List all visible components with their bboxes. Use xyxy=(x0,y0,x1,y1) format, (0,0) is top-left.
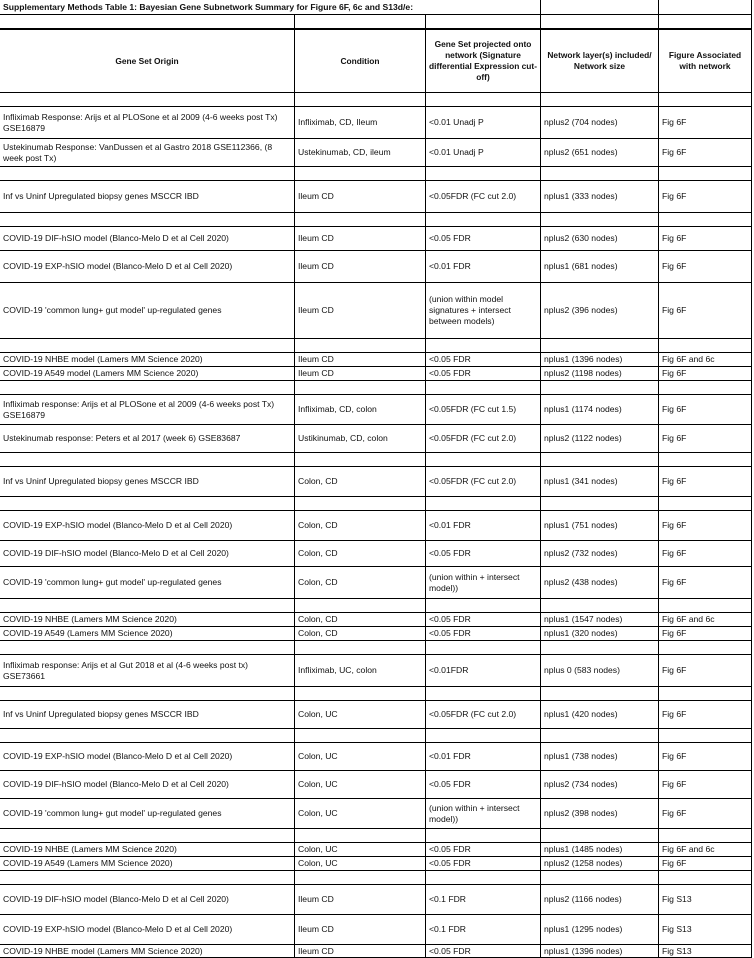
condition-cell: Ileum CD xyxy=(294,885,425,914)
network-layer-cell: nplus1 (333 nodes) xyxy=(540,181,658,212)
blank-row xyxy=(0,92,752,106)
cell xyxy=(658,381,752,394)
cutoff-cell: <0.05 FDR xyxy=(425,353,540,366)
table-row xyxy=(0,180,752,212)
cell xyxy=(658,829,752,842)
cell xyxy=(658,497,752,510)
cell xyxy=(294,453,425,466)
condition-cell: Colon, CD xyxy=(294,541,425,566)
condition-cell: Ileum CD xyxy=(294,353,425,366)
condition-cell: Colon, CD xyxy=(294,627,425,640)
table-title: Supplementary Methods Table 1: Bayesian Gene Subnetwork Summary for Figure 6F, 6c and S13d/e: xyxy=(3,1,414,12)
table-row xyxy=(0,540,752,566)
cell xyxy=(540,0,658,14)
gene-set-origin-cell: Inf vs Uninf Upregulated biopsy genes MSCCR IBD xyxy=(3,709,199,719)
table-row xyxy=(0,944,752,958)
network-layer-cell: nplus2 (630 nodes) xyxy=(540,227,658,250)
table-row xyxy=(0,742,752,770)
table-row xyxy=(0,612,752,626)
cell xyxy=(658,15,752,28)
cutoff-cell: <0.05 FDR xyxy=(425,367,540,380)
cell xyxy=(0,497,294,510)
gene-set-origin-cell: Inf vs Uninf Upregulated biopsy genes MSCCR IBD xyxy=(3,476,199,486)
cell xyxy=(540,339,658,352)
cutoff-cell: <0.1 FDR xyxy=(425,915,540,944)
cell xyxy=(425,497,540,510)
condition-cell: Colon, UC xyxy=(294,743,425,770)
blank-row xyxy=(0,728,752,742)
blank-row xyxy=(0,452,752,466)
figure-cell: Fig 6F xyxy=(658,627,752,640)
condition-cell: Colon, UC xyxy=(294,799,425,828)
network-layer-cell: nplus2 (1198 nodes) xyxy=(540,367,658,380)
network-layer-cell: nplus2 (1122 nodes) xyxy=(540,425,658,452)
blank-row xyxy=(0,870,752,884)
cell xyxy=(294,167,425,180)
cell xyxy=(540,167,658,180)
cell xyxy=(658,871,752,884)
table-row xyxy=(0,226,752,250)
figure-cell: Fig 6F and 6c xyxy=(658,843,752,856)
header-row xyxy=(0,28,752,92)
figure-cell: Fig 6F xyxy=(658,467,752,496)
figure-cell: Fig 6F xyxy=(658,251,752,282)
network-layer-cell: nplus 0 (583 nodes) xyxy=(540,655,658,686)
condition-cell: Ileum CD xyxy=(294,915,425,944)
condition-cell: Colon, CD xyxy=(294,613,425,626)
cutoff-cell: <0.05 FDR xyxy=(425,541,540,566)
condition-cell: Colon, CD xyxy=(294,467,425,496)
gene-set-origin-cell: COVID-19 EXP-hSIO model (Blanco-Melo D et al Cell 2020) xyxy=(3,520,233,530)
cell xyxy=(540,871,658,884)
cell xyxy=(425,829,540,842)
figure-cell: Fig S13 xyxy=(658,885,752,914)
network-layer-cell: nplus2 (1258 nodes) xyxy=(540,857,658,870)
table-row xyxy=(0,250,752,282)
cell xyxy=(658,167,752,180)
cell xyxy=(0,381,294,394)
cell xyxy=(540,381,658,394)
cell xyxy=(540,599,658,612)
cell xyxy=(658,93,752,106)
cutoff-cell: (union within + intersect model)) xyxy=(425,567,540,598)
cutoff-cell: <0.05FDR (FC cut 2.0) xyxy=(425,181,540,212)
figure-cell: Fig 6F xyxy=(658,567,752,598)
cell xyxy=(540,729,658,742)
cell xyxy=(0,93,294,106)
cutoff-cell: <0.05 FDR xyxy=(425,627,540,640)
table-row xyxy=(0,626,752,640)
blank-row xyxy=(0,598,752,612)
gene-set-origin-cell: COVID-19 NHBE (Lamers MM Science 2020) xyxy=(3,614,177,624)
condition-cell: Ileum CD xyxy=(294,945,425,957)
cell xyxy=(294,599,425,612)
gene-set-origin-cell: COVID-19 A549 model (Lamers MM Science 2020) xyxy=(3,368,199,378)
network-layer-cell: nplus2 (396 nodes) xyxy=(540,283,658,338)
gene-set-origin-cell: COVID-19 DIF-hSIO model (Blanco-Melo D et al Cell 2020) xyxy=(3,894,229,904)
network-layer-cell: nplus1 (1174 nodes) xyxy=(540,395,658,424)
network-layer-cell: nplus1 (1485 nodes) xyxy=(540,843,658,856)
table-row xyxy=(0,842,752,856)
network-layer-cell: nplus1 (341 nodes) xyxy=(540,467,658,496)
cell xyxy=(294,213,425,226)
figure-cell: Fig 6F xyxy=(658,857,752,870)
table-row xyxy=(0,394,752,424)
cutoff-cell: <0.1 FDR xyxy=(425,885,540,914)
cell xyxy=(540,497,658,510)
condition-cell: Ileum CD xyxy=(294,181,425,212)
figure-cell: Fig S13 xyxy=(658,915,752,944)
cutoff-cell: <0.05 FDR xyxy=(425,857,540,870)
gene-set-origin-cell: Ustekinumab Response: VanDussen et al Gastro 2018 GSE112366, (8 week post Tx) xyxy=(3,141,273,163)
condition-cell: Colon, CD xyxy=(294,567,425,598)
condition-cell: Colon, UC xyxy=(294,857,425,870)
cell xyxy=(425,871,540,884)
table-row xyxy=(0,510,752,540)
figure-cell: Fig 6F xyxy=(658,511,752,540)
cell xyxy=(425,599,540,612)
network-layer-cell: nplus2 (734 nodes) xyxy=(540,771,658,798)
network-layer-cell: nplus1 (1396 nodes) xyxy=(540,945,658,957)
cell xyxy=(294,829,425,842)
cutoff-cell: <0.01FDR xyxy=(425,655,540,686)
blank-row xyxy=(0,212,752,226)
network-layer-cell: nplus2 (438 nodes) xyxy=(540,567,658,598)
blank-row xyxy=(0,166,752,180)
figure-cell: Fig 6F and 6c xyxy=(658,613,752,626)
gene-set-origin-cell: COVID-19 NHBE model (Lamers MM Science 2020) xyxy=(3,354,203,364)
cutoff-cell: <0.01 Unadj P xyxy=(425,139,540,166)
figure-cell: Fig 6F xyxy=(658,771,752,798)
network-layer-cell: nplus2 (732 nodes) xyxy=(540,541,658,566)
cell xyxy=(0,339,294,352)
condition-cell: Ustekinumab, CD, ileum xyxy=(294,139,425,166)
table-row xyxy=(0,914,752,944)
cutoff-cell: <0.01 FDR xyxy=(425,743,540,770)
table-row xyxy=(0,138,752,166)
cutoff-cell: <0.05 FDR xyxy=(425,771,540,798)
table-row xyxy=(0,282,752,338)
cell xyxy=(425,687,540,700)
cutoff-cell: <0.05 FDR xyxy=(425,945,540,957)
gene-set-origin-cell: COVID-19 A549 (Lamers MM Science 2020) xyxy=(3,858,173,868)
table-row xyxy=(0,366,752,380)
cutoff-cell: <0.05FDR (FC cut 1.5) xyxy=(425,395,540,424)
cutoff-cell: <0.01 FDR xyxy=(425,511,540,540)
cell xyxy=(425,641,540,654)
cell xyxy=(294,687,425,700)
cutoff-cell: <0.05FDR (FC cut 2.0) xyxy=(425,425,540,452)
network-layer-cell: nplus1 (1295 nodes) xyxy=(540,915,658,944)
figure-cell: Fig 6F xyxy=(658,743,752,770)
figure-cell: Fig 6F xyxy=(658,107,752,138)
cell xyxy=(540,93,658,106)
condition-cell: Ileum CD xyxy=(294,251,425,282)
condition-cell: Colon, CD xyxy=(294,511,425,540)
table-row xyxy=(0,424,752,452)
cell xyxy=(0,15,294,28)
cell xyxy=(294,381,425,394)
gene-set-origin-cell: COVID-19 EXP-hSIO model (Blanco-Melo D et al Cell 2020) xyxy=(3,261,233,271)
gene-set-origin-cell: COVID-19 DIF-hSIO model (Blanco-Melo D et al Cell 2020) xyxy=(3,233,229,243)
figure-cell: Fig 6F xyxy=(658,425,752,452)
cell xyxy=(425,729,540,742)
network-layer-cell: nplus1 (738 nodes) xyxy=(540,743,658,770)
network-layer-cell: nplus2 (651 nodes) xyxy=(540,139,658,166)
cell xyxy=(0,453,294,466)
network-layer-cell: nplus1 (681 nodes) xyxy=(540,251,658,282)
cell xyxy=(0,167,294,180)
gene-set-origin-cell: COVID-19 EXP-hSIO model (Blanco-Melo D et al Cell 2020) xyxy=(3,924,233,934)
table-row xyxy=(0,466,752,496)
gene-set-origin-cell: Inf vs Uninf Upregulated biopsy genes MSCCR IBD xyxy=(3,191,199,201)
cell xyxy=(425,93,540,106)
table-row xyxy=(0,566,752,598)
cell xyxy=(0,729,294,742)
header-condition: Condition xyxy=(294,30,425,92)
figure-cell: Fig 6F xyxy=(658,283,752,338)
cutoff-cell: <0.05FDR (FC cut 2.0) xyxy=(425,701,540,728)
figure-cell: Fig 6F xyxy=(658,799,752,828)
blank-row xyxy=(0,380,752,394)
cutoff-cell: <0.01 Unadj P xyxy=(425,107,540,138)
cell xyxy=(294,339,425,352)
cell xyxy=(425,213,540,226)
blank-row xyxy=(0,828,752,842)
gene-set-origin-cell: Infliximab response: Arijs et al Gut 2018 et al (4-6 weeks post tx) GSE73661 xyxy=(3,659,249,681)
network-layer-cell: nplus1 (751 nodes) xyxy=(540,511,658,540)
network-layer-cell: nplus1 (320 nodes) xyxy=(540,627,658,640)
gene-set-origin-cell: COVID-19 DIF-hSIO model (Blanco-Melo D et al Cell 2020) xyxy=(3,779,229,789)
table-row xyxy=(0,352,752,366)
network-layer-cell: nplus1 (420 nodes) xyxy=(540,701,658,728)
condition-cell: Infliximab, UC, colon xyxy=(294,655,425,686)
condition-cell: Colon, UC xyxy=(294,843,425,856)
figure-cell: Fig 6F xyxy=(658,139,752,166)
cutoff-cell: <0.05 FDR xyxy=(425,613,540,626)
cell xyxy=(0,829,294,842)
gene-set-origin-cell: COVID-19 'common lung+ gut model' up-regulated genes xyxy=(3,808,222,818)
network-layer-cell: nplus2 (1166 nodes) xyxy=(540,885,658,914)
blank-row xyxy=(0,14,752,28)
cell xyxy=(540,15,658,28)
cell xyxy=(658,453,752,466)
cutoff-cell: <0.05 FDR xyxy=(425,227,540,250)
cutoff-cell: <0.01 FDR xyxy=(425,251,540,282)
cell xyxy=(540,641,658,654)
cell xyxy=(540,687,658,700)
blank-row xyxy=(0,640,752,654)
cell xyxy=(540,829,658,842)
cell xyxy=(294,729,425,742)
condition-cell: Colon, UC xyxy=(294,771,425,798)
title-row xyxy=(0,0,752,14)
cell xyxy=(658,641,752,654)
gene-set-origin-cell: Ustekinumab response: Peters et al 2017 (week 6) GSE83687 xyxy=(3,433,241,443)
header-figure-associated: Figure Associated with network xyxy=(658,30,752,92)
cell xyxy=(294,871,425,884)
gene-set-origin-cell: Infliximab response: Arijs et al PLOSone et al 2009 (4-6 weeks post Tx) GSE16879 xyxy=(3,398,275,420)
figure-cell: Fig 6F xyxy=(658,701,752,728)
figure-cell: Fig S13 xyxy=(658,945,752,957)
figure-cell: Fig 6F xyxy=(658,367,752,380)
header-network-layers: Network layer(s) included/ Network size xyxy=(540,30,658,92)
cutoff-cell: (union within model signatures + intersect between models) xyxy=(425,283,540,338)
network-layer-cell: nplus1 (1396 nodes) xyxy=(540,353,658,366)
gene-set-origin-cell: COVID-19 A549 (Lamers MM Science 2020) xyxy=(3,628,173,638)
table-row xyxy=(0,654,752,686)
gene-set-origin-cell: COVID-19 'common lung+ gut model' up-regulated genes xyxy=(3,305,222,315)
cell xyxy=(294,641,425,654)
cell xyxy=(0,687,294,700)
cell xyxy=(425,15,540,28)
cell xyxy=(0,213,294,226)
blank-row xyxy=(0,338,752,352)
cell xyxy=(425,339,540,352)
network-layer-cell: nplus1 (1547 nodes) xyxy=(540,613,658,626)
condition-cell: Colon, UC xyxy=(294,701,425,728)
condition-cell: Ileum CD xyxy=(294,367,425,380)
table-row xyxy=(0,798,752,828)
cell xyxy=(0,599,294,612)
condition-cell: Infliximab, CD, colon xyxy=(294,395,425,424)
network-layer-cell: nplus2 (704 nodes) xyxy=(540,107,658,138)
cell xyxy=(0,871,294,884)
table-row xyxy=(0,884,752,914)
cell xyxy=(0,641,294,654)
gene-set-origin-cell: Infliximab Response: Arijs et al PLOSone et al 2009 (4-6 weeks post Tx) GSE16879 xyxy=(3,111,278,133)
cutoff-cell: <0.05 FDR xyxy=(425,843,540,856)
blank-row xyxy=(0,686,752,700)
cell xyxy=(294,497,425,510)
gene-set-origin-cell: COVID-19 'common lung+ gut model' up-regulated genes xyxy=(3,577,222,587)
figure-cell: Fig 6F and 6c xyxy=(658,353,752,366)
cutoff-cell: <0.05FDR (FC cut 2.0) xyxy=(425,467,540,496)
cell xyxy=(425,381,540,394)
cell xyxy=(425,167,540,180)
figure-cell: Fig 6F xyxy=(658,181,752,212)
cell xyxy=(294,15,425,28)
figure-cell: Fig 6F xyxy=(658,227,752,250)
cell xyxy=(294,93,425,106)
table-row xyxy=(0,106,752,138)
gene-set-origin-cell: COVID-19 NHBE (Lamers MM Science 2020) xyxy=(3,844,177,854)
figure-cell: Fig 6F xyxy=(658,395,752,424)
blank-row xyxy=(0,496,752,510)
condition-cell: Ileum CD xyxy=(294,227,425,250)
header-gene-set-projected: Gene Set projected onto network (Signature differential Expression cut-off) xyxy=(425,30,540,92)
gene-set-origin-cell: COVID-19 NHBE model (Lamers MM Science 2020) xyxy=(3,945,203,956)
table-row xyxy=(0,700,752,728)
gene-set-origin-cell: COVID-19 DIF-hSIO model (Blanco-Melo D et al Cell 2020) xyxy=(3,548,229,558)
cell xyxy=(425,453,540,466)
condition-cell: Ileum CD xyxy=(294,283,425,338)
cell xyxy=(658,599,752,612)
table-row xyxy=(0,856,752,870)
condition-cell: Infliximab, CD, Ileum xyxy=(294,107,425,138)
cell xyxy=(658,213,752,226)
gene-set-origin-cell: COVID-19 EXP-hSIO model (Blanco-Melo D et al Cell 2020) xyxy=(3,751,233,761)
cell xyxy=(658,339,752,352)
cell xyxy=(658,687,752,700)
header-gene-set-origin: Gene Set Origin xyxy=(115,55,179,66)
table-row xyxy=(0,770,752,798)
figure-cell: Fig 6F xyxy=(658,541,752,566)
cell xyxy=(658,729,752,742)
network-layer-cell: nplus2 (398 nodes) xyxy=(540,799,658,828)
cell xyxy=(658,0,752,14)
cutoff-cell: (union within + intersect model)) xyxy=(425,799,540,828)
figure-cell: Fig 6F xyxy=(658,655,752,686)
condition-cell: Ustikinumab, CD, colon xyxy=(294,425,425,452)
cell xyxy=(540,453,658,466)
cell xyxy=(540,213,658,226)
